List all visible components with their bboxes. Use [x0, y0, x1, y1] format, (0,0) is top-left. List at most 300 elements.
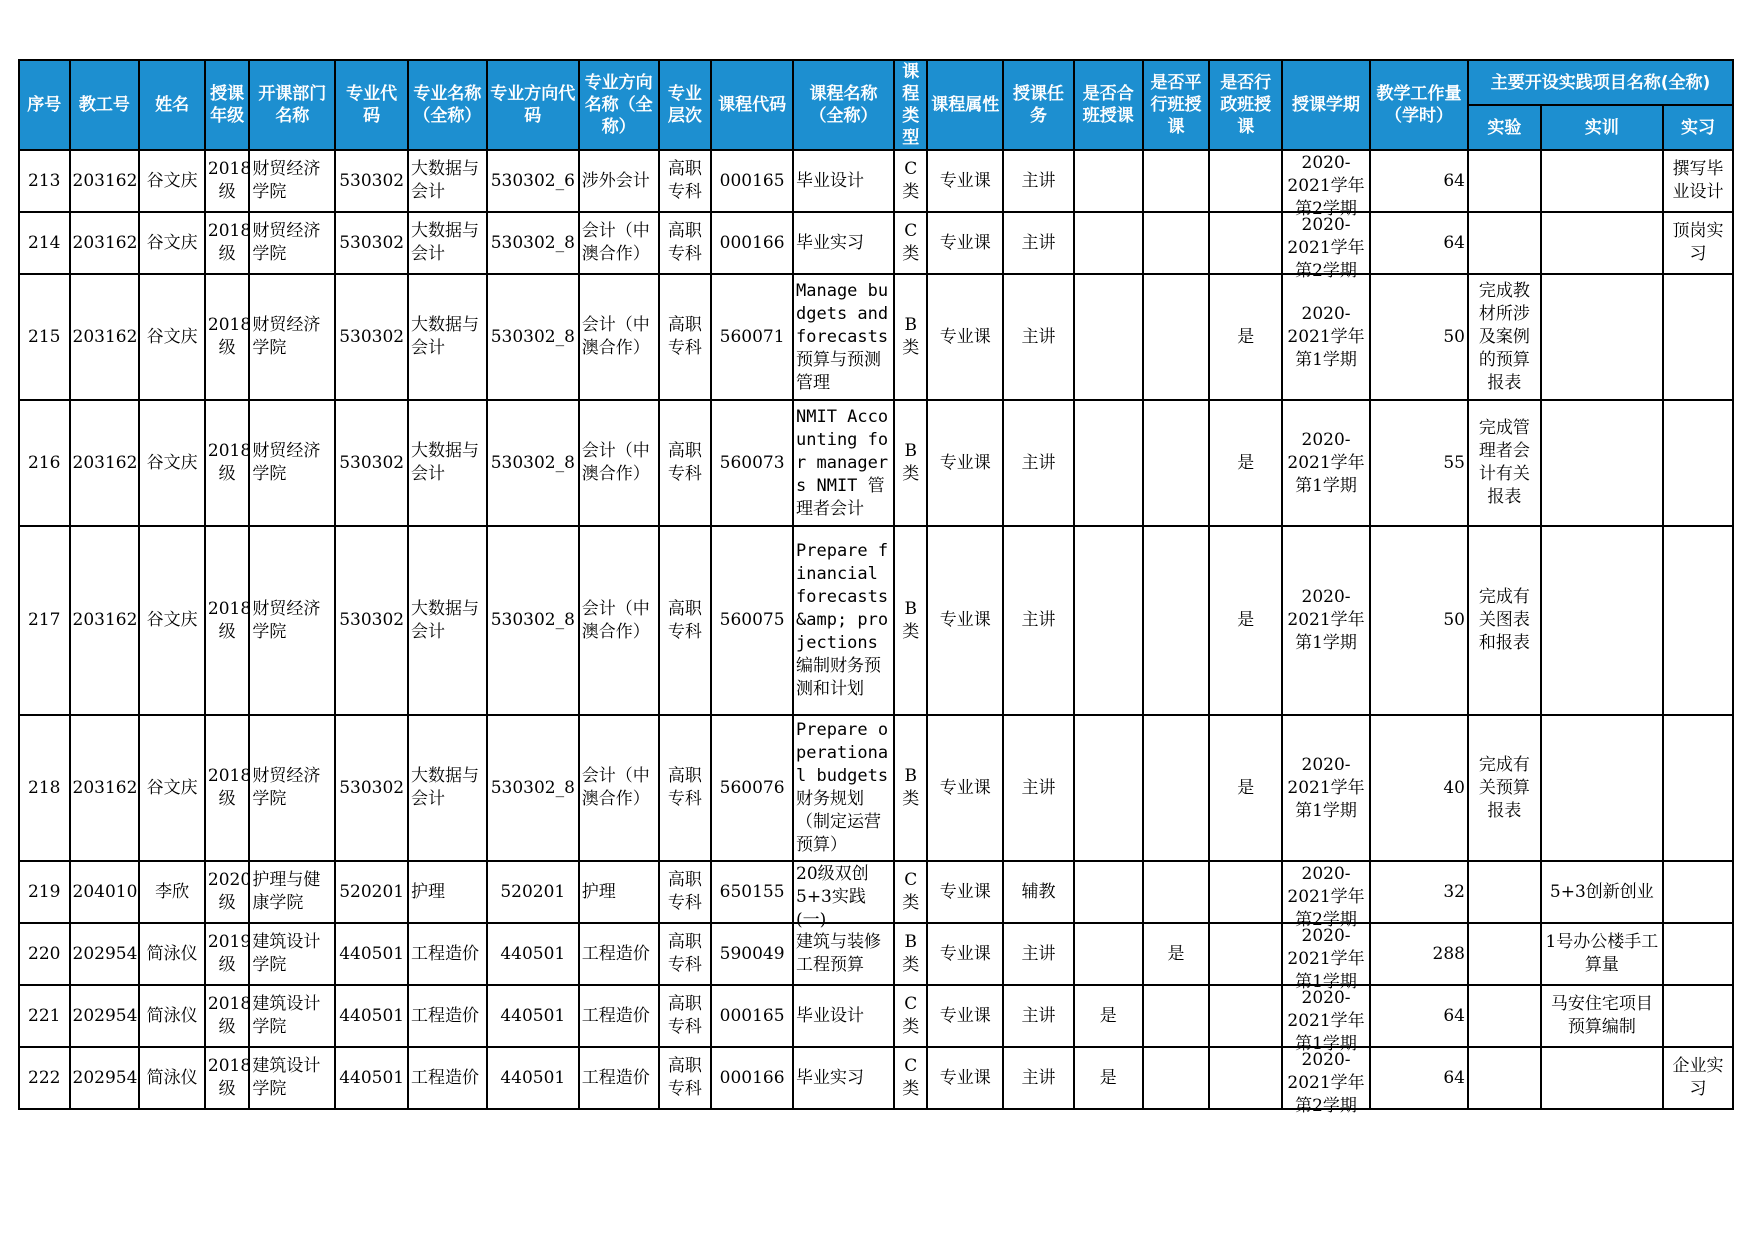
header-dept: 开课部门名称	[249, 60, 335, 150]
row-direction-code: 530302_6	[490, 170, 575, 191]
row-hours-cell	[1370, 861, 1468, 923]
row-course-code-cell	[711, 985, 793, 1047]
row-internship-cell	[1663, 400, 1733, 526]
row-dept: 财贸经济学院	[252, 598, 321, 642]
row-seq: 217	[28, 610, 61, 630]
header-staff-id: 教工号	[70, 60, 140, 150]
row-seq: 221	[28, 1005, 61, 1026]
row-grade-cell	[205, 985, 252, 1047]
row-training-cell	[1541, 861, 1663, 923]
row-task: 辅教	[1021, 881, 1056, 902]
row-level: 高职专科	[667, 221, 702, 264]
row-dept: 建筑设计学院	[252, 994, 321, 1037]
row-merged-cell	[1074, 985, 1143, 1047]
row-course-type-cell	[894, 150, 927, 212]
row-major-name-cell	[408, 400, 487, 526]
row-course-attr: 专业课	[939, 1067, 991, 1088]
row-staff-id: 203162	[72, 452, 138, 473]
row-internship: 企业实习	[1672, 1056, 1724, 1099]
row-course-code: 000165	[719, 170, 785, 191]
row-dept-cell	[249, 923, 335, 985]
row-course-attr: 专业课	[939, 232, 991, 253]
row-experiment-cell	[1468, 985, 1541, 1047]
row-merged-cell	[1074, 526, 1143, 715]
row-direction-name-cell	[579, 923, 659, 985]
row-name: 李欣	[155, 881, 190, 902]
row-course-type: C类	[902, 870, 920, 913]
row-staff-id: 204010	[72, 881, 138, 902]
row-name: 简泳仪	[146, 1005, 198, 1026]
row-staff-id: 203162	[72, 170, 138, 191]
row-grade-cell	[205, 274, 252, 400]
row-course-code-cell	[711, 212, 793, 274]
table-row	[19, 274, 1733, 400]
row-training-cell	[1541, 985, 1663, 1047]
row-course-attr-cell	[927, 150, 1003, 212]
row-term: 2020-2021学年第1学期	[1287, 303, 1365, 370]
row-level: 高职专科	[667, 441, 702, 484]
row-admin-cell	[1209, 212, 1282, 274]
row-major-name: 大数据与会计	[411, 766, 480, 809]
row-admin-cell	[1209, 861, 1282, 923]
row-dept: 财贸经济学院	[252, 441, 321, 484]
row-seq-cell	[19, 212, 70, 274]
row-course-name-cell	[793, 715, 894, 861]
row-admin-cell	[1209, 715, 1282, 861]
row-course-code-cell	[711, 526, 793, 715]
row-dept-cell	[249, 985, 335, 1047]
row-experiment-cell	[1468, 715, 1541, 861]
row-course-attr-cell	[927, 861, 1003, 923]
row-experiment-cell	[1468, 526, 1541, 715]
header-term: 授课学期	[1282, 60, 1370, 150]
row-parallel-cell	[1143, 985, 1210, 1047]
row-seq-cell	[19, 1047, 70, 1109]
row-term: 2020-2021学年第1学期	[1287, 429, 1365, 496]
row-hours-cell	[1370, 150, 1468, 212]
header-internship: 实习	[1663, 105, 1733, 150]
row-staff-id-cell	[70, 985, 140, 1047]
row-term-cell	[1282, 1047, 1370, 1116]
table-row	[19, 923, 1733, 985]
row-grade-cell	[205, 150, 252, 212]
row-course-type: C类	[902, 1056, 920, 1099]
table-row	[19, 715, 1733, 861]
row-admin-cell	[1209, 274, 1282, 400]
row-seq-cell	[19, 526, 70, 715]
row-direction-name: 涉外会计	[581, 170, 650, 191]
row-major-code: 440501	[339, 1005, 405, 1026]
row-seq-cell	[19, 861, 70, 923]
row-term: 2020-2021学年第1学期	[1287, 988, 1365, 1054]
row-course-code-cell	[711, 923, 793, 985]
row-admin-cell	[1209, 985, 1282, 1047]
row-course-code: 560071	[719, 326, 785, 347]
row-training-cell	[1541, 150, 1663, 212]
row-level: 高职专科	[667, 159, 702, 202]
row-name-cell	[139, 861, 205, 923]
row-direction-code-cell	[487, 150, 579, 212]
row-course-name: NMIT Accounting for managers NMIT 管理者会计	[796, 406, 889, 519]
row-course-attr: 专业课	[939, 326, 991, 347]
row-major-name: 大数据与会计	[411, 315, 480, 358]
header-course-name: 课程名称（全称）	[793, 60, 894, 150]
row-name: 谷文庆	[146, 326, 198, 347]
row-course-name: Manage budgets and forecasts 预算与预测管理	[796, 280, 889, 393]
row-course-name: 毕业设计	[796, 1005, 864, 1026]
row-training-cell	[1541, 274, 1663, 400]
row-level-cell	[659, 400, 712, 526]
row-name-cell	[139, 985, 205, 1047]
row-hours: 32	[1443, 881, 1465, 902]
row-major-code-cell	[335, 212, 408, 274]
row-level-cell	[659, 1047, 712, 1109]
header-merged-class: 是否合班授课	[1074, 60, 1143, 150]
row-direction-code: 440501	[500, 1067, 566, 1088]
row-seq: 215	[28, 326, 61, 347]
row-level: 高职专科	[667, 598, 702, 642]
row-term-cell	[1282, 212, 1370, 281]
row-course-name: 毕业实习	[796, 232, 864, 253]
row-major-name: 大数据与会计	[411, 221, 480, 264]
row-staff-id: 203162	[72, 326, 138, 347]
row-merged-cell	[1074, 1047, 1143, 1109]
row-staff-id-cell	[70, 212, 140, 274]
row-merged-cell	[1074, 923, 1143, 985]
row-name: 谷文庆	[146, 170, 198, 191]
row-course-attr-cell	[927, 715, 1003, 861]
row-course-attr: 专业课	[939, 881, 991, 902]
row-task-cell	[1003, 400, 1074, 526]
row-parallel-cell	[1143, 861, 1210, 923]
row-major-code: 530302	[339, 777, 405, 798]
row-course-type-cell	[894, 923, 927, 985]
row-hours-cell	[1370, 526, 1468, 715]
row-course-type-cell	[894, 985, 927, 1047]
row-parallel-cell	[1143, 526, 1210, 715]
row-dept: 建筑设计学院	[252, 1056, 321, 1099]
row-level-cell	[659, 923, 712, 985]
row-course-code: 560075	[719, 610, 785, 630]
row-direction-name-cell	[579, 526, 659, 715]
row-dept: 财贸经济学院	[252, 315, 321, 358]
row-internship-cell	[1663, 274, 1733, 400]
row-staff-id: 202954	[72, 943, 138, 964]
row-direction-code-cell	[487, 526, 579, 715]
row-major-name: 工程造价	[411, 1067, 480, 1088]
row-training-cell	[1541, 526, 1663, 715]
row-term-cell	[1282, 400, 1370, 526]
row-level-cell	[659, 150, 712, 212]
row-hours: 55	[1443, 452, 1465, 473]
row-parallel-cell	[1143, 923, 1210, 985]
row-admin: 是	[1237, 777, 1255, 798]
row-major-name-cell	[408, 985, 487, 1047]
row-term: 2020-2021学年第2学期	[1287, 1050, 1365, 1116]
row-name-cell	[139, 715, 205, 861]
row-seq-cell	[19, 715, 70, 861]
row-direction-code-cell	[487, 861, 579, 923]
row-major-code-cell	[335, 985, 408, 1047]
row-grade-cell	[205, 526, 252, 715]
row-experiment-cell	[1468, 400, 1541, 526]
row-direction-name: 会计（中澳合作）	[581, 441, 650, 484]
row-direction-code: 530302_8	[490, 610, 575, 630]
row-task: 主讲	[1021, 777, 1056, 798]
row-merged-cell	[1074, 212, 1143, 274]
row-major-name: 大数据与会计	[411, 598, 480, 642]
row-staff-id-cell	[70, 526, 140, 715]
row-direction-code: 440501	[500, 943, 566, 964]
header-course-attr: 课程属性	[927, 60, 1003, 150]
row-course-attr-cell	[927, 923, 1003, 985]
row-grade-cell	[205, 861, 252, 923]
row-task: 主讲	[1021, 943, 1056, 964]
row-grade: 2018级	[207, 221, 252, 264]
row-major-code-cell	[335, 1047, 408, 1109]
row-parallel-cell	[1143, 274, 1210, 400]
row-admin-cell	[1209, 400, 1282, 526]
row-direction-code: 530302_8	[490, 232, 575, 253]
row-staff-id: 203162	[72, 777, 138, 798]
row-hours: 50	[1443, 326, 1465, 347]
table-row	[19, 212, 1733, 274]
row-course-name: Prepare operational budgets 财务规划（制定运营预算）	[796, 720, 889, 855]
row-hours: 50	[1443, 610, 1465, 630]
row-dept: 财贸经济学院	[252, 159, 321, 202]
row-seq-cell	[19, 400, 70, 526]
row-major-code: 530302	[339, 452, 405, 473]
row-direction-code: 530302_8	[490, 326, 575, 347]
row-staff-id-cell	[70, 715, 140, 861]
row-major-name-cell	[408, 274, 487, 400]
row-parallel-cell	[1143, 715, 1210, 861]
row-staff-id-cell	[70, 1047, 140, 1109]
row-course-type: B类	[902, 766, 920, 809]
row-course-code: 000166	[719, 1067, 785, 1088]
row-seq: 218	[28, 777, 61, 798]
row-level-cell	[659, 212, 712, 274]
row-term-cell	[1282, 715, 1370, 861]
row-direction-name-cell	[579, 400, 659, 526]
row-course-name-cell	[793, 212, 894, 274]
row-training-cell	[1541, 1047, 1663, 1109]
row-grade: 2018级	[207, 441, 252, 484]
row-course-type-cell	[894, 212, 927, 274]
row-internship-cell	[1663, 212, 1733, 274]
row-admin: 是	[1237, 610, 1255, 630]
row-name-cell	[139, 274, 205, 400]
row-course-type: B类	[902, 315, 920, 358]
row-major-code-cell	[335, 526, 408, 715]
row-hours: 288	[1432, 943, 1465, 964]
table-row	[19, 150, 1733, 212]
row-course-type-cell	[894, 400, 927, 526]
row-grade-cell	[205, 212, 252, 274]
row-dept-cell	[249, 1047, 335, 1109]
row-direction-name: 会计（中澳合作）	[581, 598, 650, 642]
header-practice-projects: 主要开设实践项目名称(全称)	[1468, 60, 1733, 105]
row-term: 2020-2021学年第1学期	[1287, 926, 1365, 992]
row-grade-cell	[205, 400, 252, 526]
row-task: 主讲	[1021, 326, 1056, 347]
row-course-attr: 专业课	[939, 170, 991, 191]
row-hours-cell	[1370, 400, 1468, 526]
table-row	[19, 861, 1733, 923]
row-task-cell	[1003, 1047, 1074, 1109]
row-term: 2020-2021学年第1学期	[1287, 754, 1365, 821]
row-course-type-cell	[894, 715, 927, 861]
row-major-name: 护理	[411, 881, 446, 902]
row-grade: 2018级	[207, 1056, 252, 1099]
row-hours: 64	[1443, 170, 1465, 191]
table-row	[19, 400, 1733, 526]
row-major-name-cell	[408, 861, 487, 923]
row-major-code-cell	[335, 274, 408, 400]
row-level: 高职专科	[667, 766, 702, 809]
row-task: 主讲	[1021, 452, 1056, 473]
row-training-cell	[1541, 212, 1663, 274]
row-direction-code-cell	[487, 985, 579, 1047]
row-major-name-cell	[408, 923, 487, 985]
header-level: 专业层次	[659, 60, 712, 150]
row-name-cell	[139, 400, 205, 526]
row-course-type-cell	[894, 861, 927, 923]
row-major-name: 工程造价	[411, 943, 480, 964]
row-dept-cell	[249, 274, 335, 400]
row-direction-code: 520201	[500, 881, 566, 902]
row-major-name: 大数据与会计	[411, 159, 480, 202]
table-row	[19, 985, 1733, 1047]
row-course-attr-cell	[927, 526, 1003, 715]
row-name-cell	[139, 150, 205, 212]
row-course-type: B类	[902, 598, 920, 642]
row-level-cell	[659, 274, 712, 400]
row-course-code-cell	[711, 1047, 793, 1109]
row-hours: 64	[1443, 1067, 1465, 1088]
row-internship: 撰写毕业设计	[1672, 159, 1724, 202]
row-internship-cell	[1663, 985, 1733, 1047]
row-dept: 财贸经济学院	[252, 766, 321, 809]
row-major-code: 530302	[339, 232, 405, 253]
header-experiment: 实验	[1468, 105, 1541, 150]
row-task-cell	[1003, 274, 1074, 400]
row-dept-cell	[249, 861, 335, 923]
row-course-code-cell	[711, 150, 793, 212]
row-grade: 2018级	[207, 598, 252, 642]
row-staff-id-cell	[70, 923, 140, 985]
row-training-cell	[1541, 715, 1663, 861]
row-admin-cell	[1209, 1047, 1282, 1109]
row-direction-name-cell	[579, 861, 659, 923]
row-merged: 是	[1099, 1067, 1117, 1088]
row-course-type-cell	[894, 526, 927, 715]
row-course-attr-cell	[927, 1047, 1003, 1109]
row-seq: 216	[28, 452, 61, 473]
table-row	[19, 1047, 1733, 1109]
row-experiment: 完成教材所涉及案例的预算报表	[1478, 280, 1530, 393]
header-direction-name: 专业方向名称（全称）	[579, 60, 659, 150]
row-staff-id: 203162	[72, 610, 138, 630]
header-parallel-class: 是否平行班授课	[1143, 60, 1210, 150]
row-course-code-cell	[711, 274, 793, 400]
row-name-cell	[139, 923, 205, 985]
row-major-code-cell	[335, 150, 408, 212]
row-direction-code: 440501	[500, 1005, 566, 1026]
row-course-attr-cell	[927, 212, 1003, 274]
row-internship-cell	[1663, 526, 1733, 715]
row-internship: 顶岗实习	[1672, 221, 1724, 264]
row-direction-name: 会计（中澳合作）	[581, 315, 650, 358]
row-level: 高职专科	[667, 994, 702, 1037]
row-seq: 222	[28, 1067, 61, 1088]
row-direction-code: 530302_8	[490, 777, 575, 798]
row-parallel-cell	[1143, 400, 1210, 526]
row-experiment: 完成有关图表和报表	[1478, 587, 1530, 653]
row-task-cell	[1003, 861, 1074, 923]
row-dept-cell	[249, 212, 335, 274]
header-seq: 序号	[19, 60, 70, 150]
row-course-code: 560076	[719, 777, 785, 798]
row-merged-cell	[1074, 150, 1143, 212]
row-merged-cell	[1074, 274, 1143, 400]
row-staff-id-cell	[70, 150, 140, 212]
row-major-code-cell	[335, 923, 408, 985]
row-direction-code-cell	[487, 923, 579, 985]
row-course-code: 000165	[719, 1005, 785, 1026]
row-admin: 是	[1237, 326, 1255, 347]
row-term-cell	[1282, 274, 1370, 400]
row-name-cell	[139, 526, 205, 715]
row-task: 主讲	[1021, 170, 1056, 191]
row-course-code: 590049	[719, 943, 785, 964]
row-course-name-cell	[793, 1047, 894, 1109]
row-course-name: 20级双创5+3实践(一)	[796, 864, 869, 930]
row-level-cell	[659, 715, 712, 861]
row-course-type: B类	[902, 441, 920, 484]
header-direction-code: 专业方向代码	[487, 60, 579, 150]
row-course-name-cell	[793, 861, 894, 930]
row-dept-cell	[249, 150, 335, 212]
row-hours: 64	[1443, 1005, 1465, 1026]
row-major-name-cell	[408, 1047, 487, 1109]
row-task: 主讲	[1021, 1067, 1056, 1088]
row-experiment-cell	[1468, 923, 1541, 985]
table-body	[19, 150, 1733, 1116]
row-term-cell	[1282, 985, 1370, 1054]
row-direction-name: 会计（中澳合作）	[581, 766, 650, 809]
row-course-name-cell	[793, 923, 894, 985]
table-row	[19, 526, 1733, 715]
row-direction-name-cell	[579, 274, 659, 400]
row-course-code-cell	[711, 715, 793, 861]
header-hours: 教学工作量（学时）	[1370, 60, 1468, 150]
row-seq-cell	[19, 274, 70, 400]
row-name: 简泳仪	[146, 943, 198, 964]
row-level: 高职专科	[667, 932, 702, 975]
row-course-name: 毕业设计	[796, 170, 864, 191]
row-staff-id: 202954	[72, 1005, 138, 1026]
row-training-cell	[1541, 923, 1663, 985]
row-direction-code-cell	[487, 1047, 579, 1109]
row-direction-name: 工程造价	[581, 943, 650, 964]
row-direction-name: 护理	[581, 881, 616, 902]
row-grade-cell	[205, 1047, 252, 1109]
row-course-attr: 专业课	[939, 943, 991, 964]
row-course-attr: 专业课	[939, 1005, 991, 1026]
row-term-cell	[1282, 526, 1370, 715]
row-name-cell	[139, 212, 205, 274]
